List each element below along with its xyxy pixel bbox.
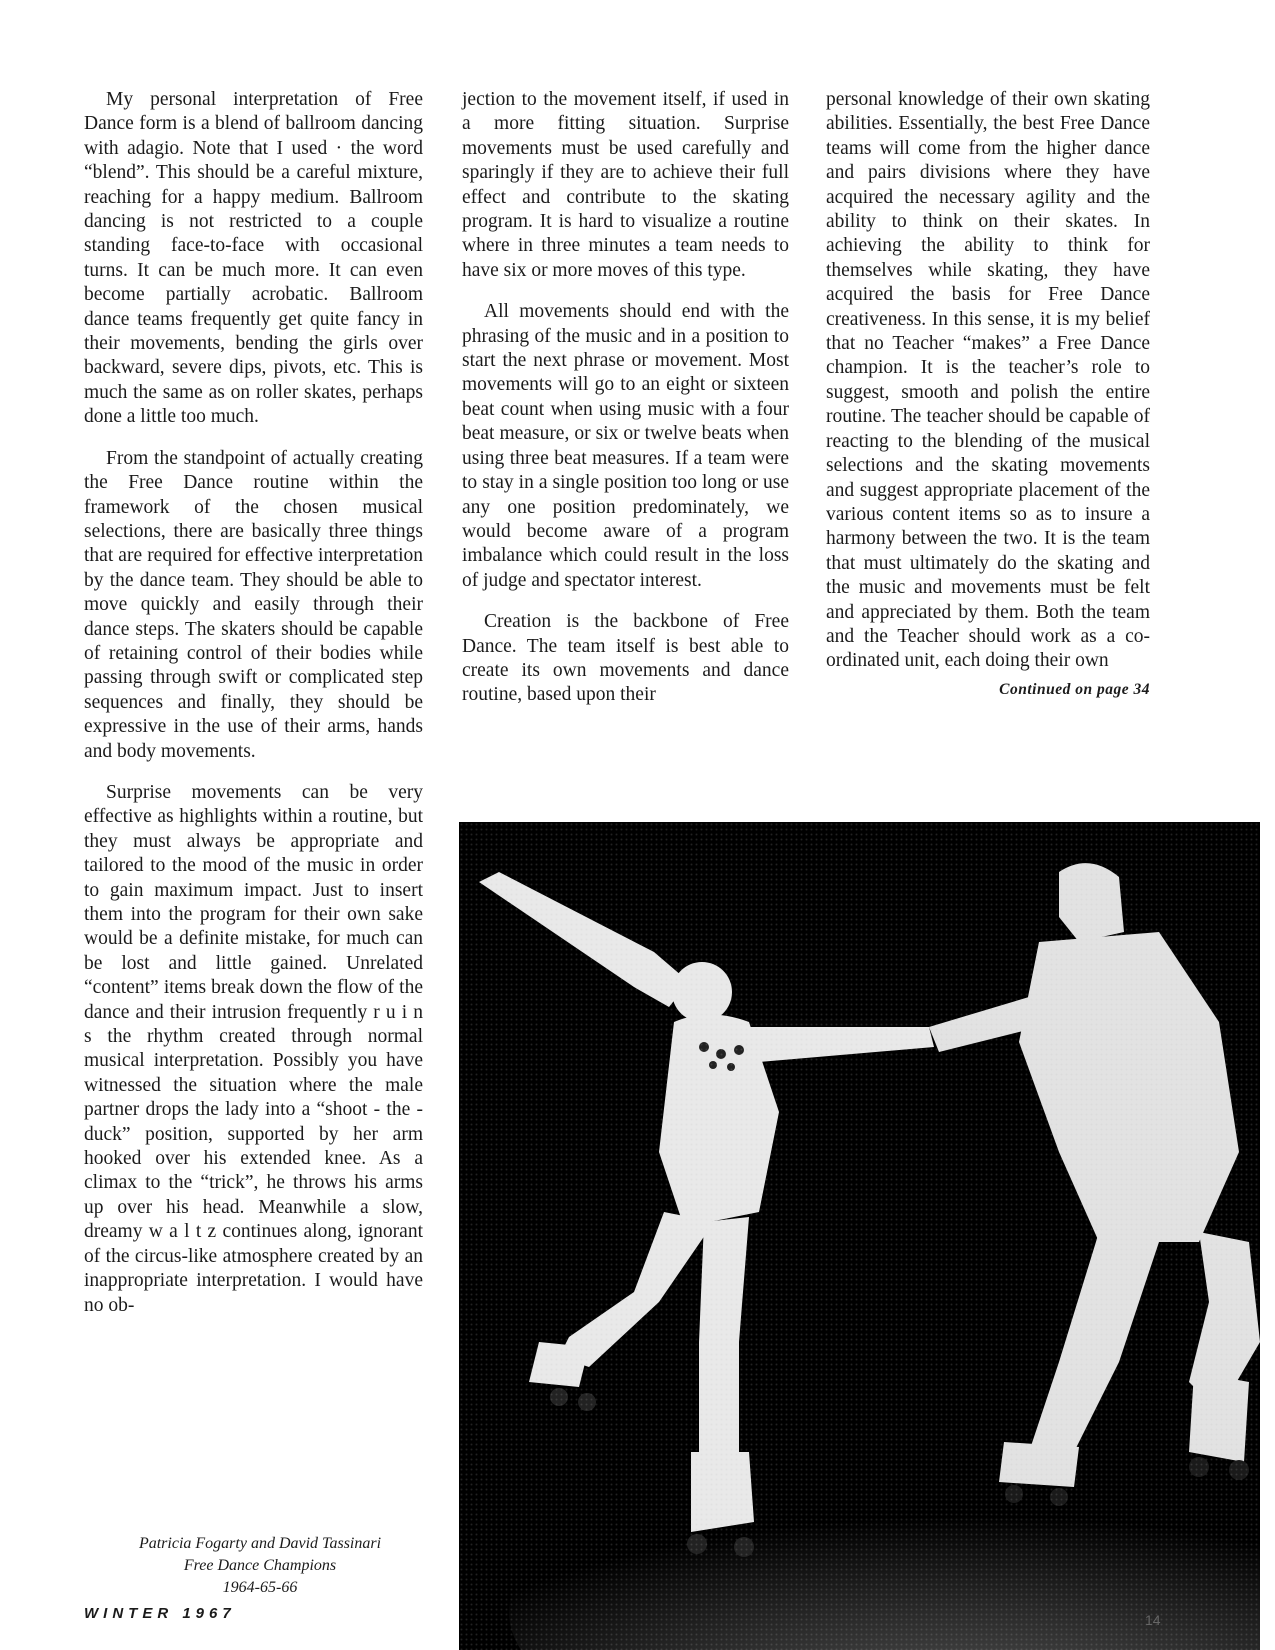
caption-years: 1964-65-66 <box>222 1579 298 1596</box>
paragraph: personal knowledge of their own skating abilities. Essentially, the best Free Dance teams will come from the higher dance and pairs divisions where they have acquired the necessary agility and the ability to think on their skates. In achieving the ability to think for themselves while skating, they have acquired the basis for Free Dance creativeness. In this sense, it is my belief that no Teacher “makes” a Free Dance champion. It is the teacher’s role to suggest, smooth and polish the entire routine. The teacher should be capable of reacting to the blending of the musical selections and the skating movements and suggest appropriate placement of the various content items so as to insure a harmony between the two. It is the team that must ultimately do the skating and the music and movements must be felt and appreciated by them. Both the team and the Teacher should work as a co-ordinated unit, each doing their own <box>826 89 1150 672</box>
continued-note: Continued on page 34 <box>999 680 1150 698</box>
paragraph: From the standpoint of actually creating the Free Dance routine within the framework of the chosen musical selections, there are basically three things that are required for effective interpretation by the dance team. They should be able to move quickly and easily through their dance steps. The skaters should be capable of retaining control of their bodies while passing through swift or complicated step sequences and finally, they should be expressive in the use of their arms, hands and body movements. <box>84 447 423 762</box>
photo-caption <box>84 1533 436 1599</box>
paragraph: All movements should end with the phrasing of the music and in a position to start the next phrase or movement. Most movements will go to an eight or sixteen beat count when using music with a four beat measure, or six or twelve beats when using three beat measures. If a team were to stay in a single position too long or use any one position predominately, we would become aware of a program imbalance which could result in the loss of judge and spectator interest. <box>462 301 789 591</box>
article-column-2 <box>462 88 789 725</box>
skaters-photo <box>459 822 1260 1650</box>
page-number: 14 <box>1145 1612 1161 1628</box>
article-column-3 <box>826 88 1150 702</box>
paragraph: jection to the movement itself, if used in a more fitting situation. Surprise movements must be used carefully and sparingly if they are to achieve their full effect and contribute to the skating program. It is hard to visualize a routine where in three minutes a team needs to have six or more moves of this type. <box>462 89 789 281</box>
paragraph: My personal interpretation of Free Dance form is a blend of ballroom dancing with adagio. Note that I used · the word “blend”. This should be a careful mixture, reaching for a happy medium. Ballroom dancing is not restricted to a couple standing face-to-face with occasional turns. It can be much more. It can even become partially acrobatic. Ballroom dance teams frequently get quite fancy in their movements, bending the girls over backward, severe dips, pivots, etc. This is much the same as on roller skates, perhaps done a little too much. <box>84 89 423 428</box>
issue-footer: WINTER 1967 <box>84 1605 236 1622</box>
paragraph: Creation is the backbone of Free Dance. The team itself is best able to create its own movements and dance routine, based upon their <box>462 611 789 706</box>
paragraph: Surprise movements can be very effective as highlights within a routine, but they must always be appropriate and tailored to the mood of the music in order to gain maximum impact. Just to insert them into the program for their own sake would be a definite mistake, for much can be lost and little gained. Unrelated “content” items break down the flow of the dance and their intrusion frequently r u i n s the rhythm created through normal musical interpretation. Possibly you have witnessed the situation where the male partner drops the lady into a “shoot - the - duck” position, supported by her arm hooked over his extended knee. As a climax to the “trick”, he throws his arms up over his head. Meanwhile a slow, dreamy w a l t z continues along, ignorant of the circus-like atmosphere created by an inappropriate interpretation. I would have no ob- <box>84 781 423 1316</box>
caption-names: Patricia Fogarty and David Tassinari <box>138 1535 382 1552</box>
article-column-1 <box>84 88 423 1335</box>
caption-title: Free Dance Champions <box>183 1557 337 1574</box>
